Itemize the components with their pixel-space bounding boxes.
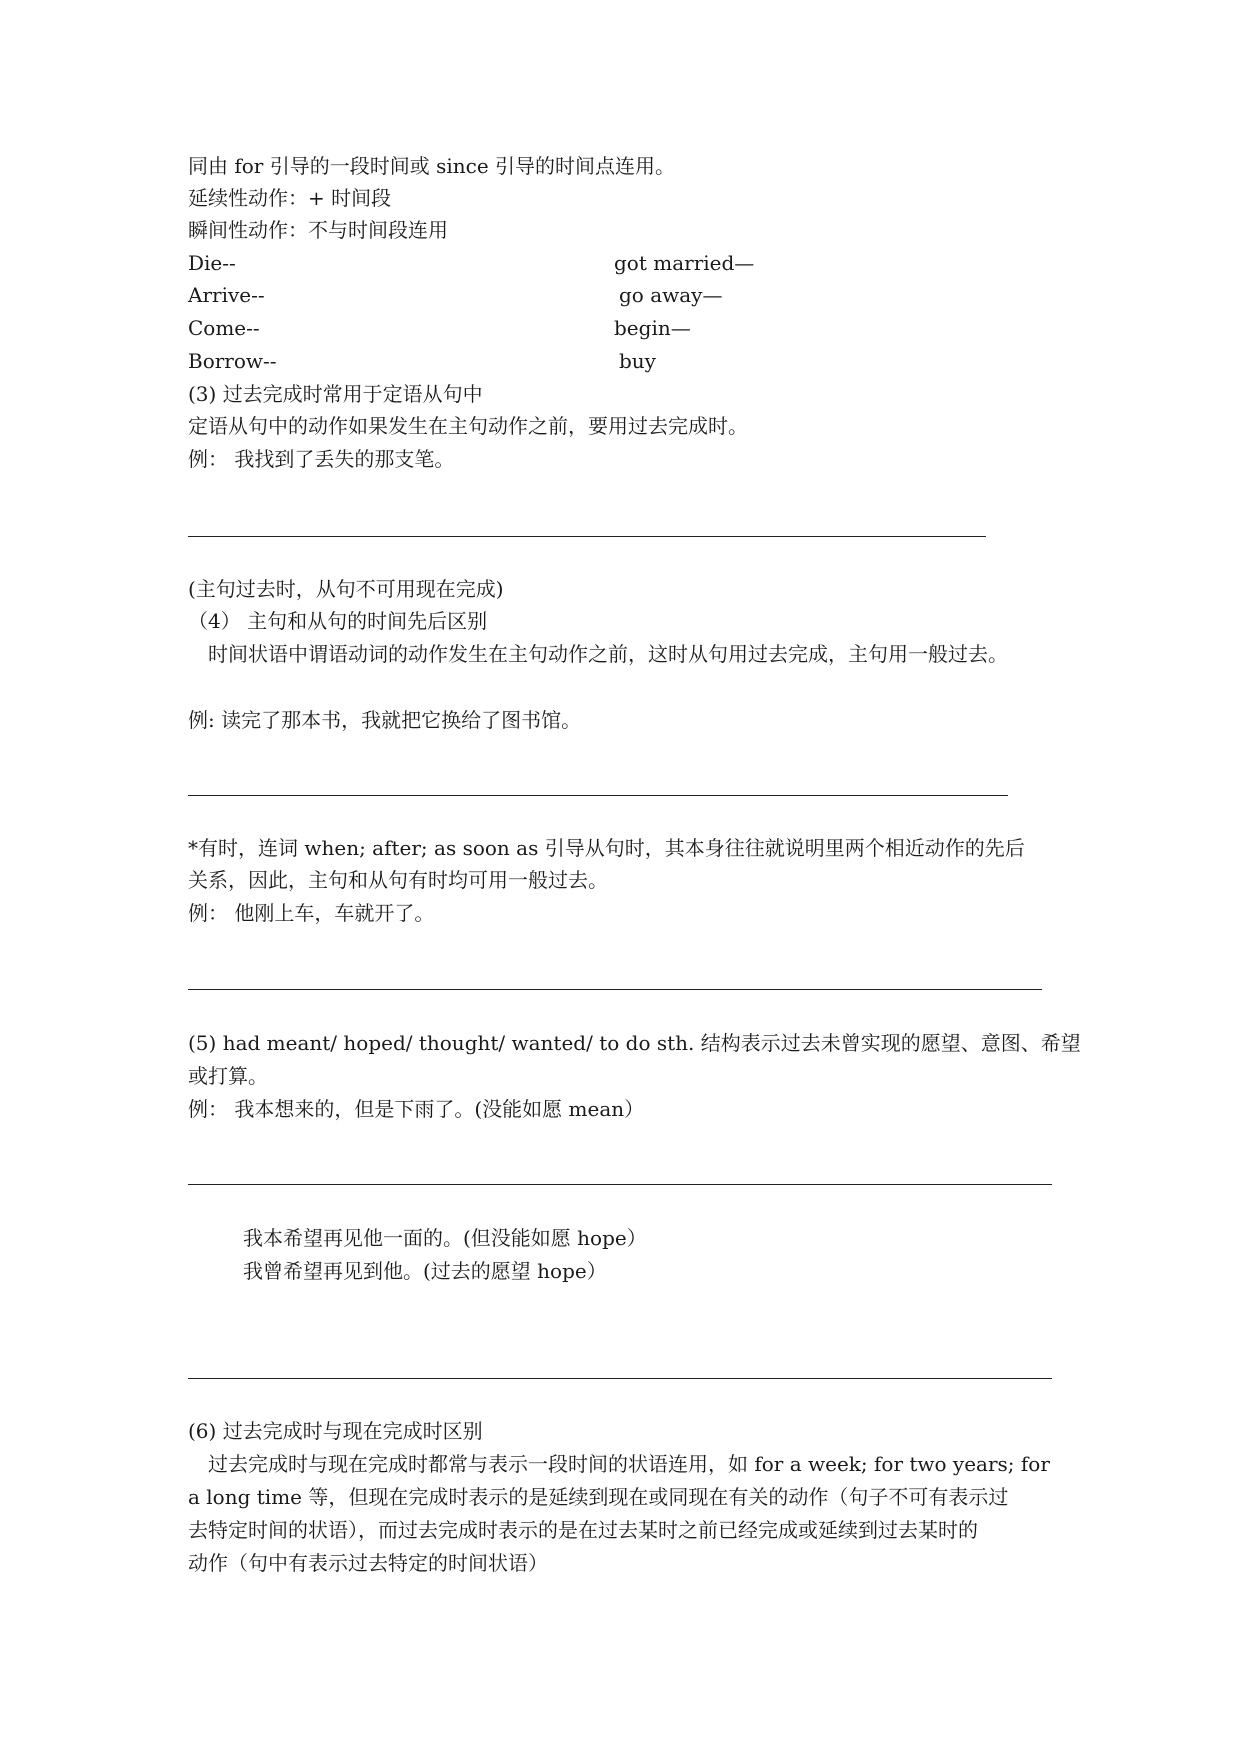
answer-blank-line: [188, 1184, 1052, 1185]
text-line: 瞬间性动作：不与时间段连用: [188, 218, 448, 242]
verb-left: Borrow--: [188, 349, 277, 373]
example-line: 我曾希望再见到他。(过去的愿望 hope）: [243, 1259, 607, 1283]
section-heading: （4） 主句和从句的时间先后区别: [188, 609, 488, 633]
example-line: 例: 读完了那本书，我就把它换给了图书馆。: [188, 708, 582, 732]
text-line: 过去完成时与现在完成时都常与表示一段时间的状语连用，如 for a week; for two years; for: [208, 1452, 1050, 1476]
verb-right: got married—: [614, 251, 755, 275]
text-line: 定语从句中的动作如果发生在主句动作之前，要用过去完成时。: [188, 414, 748, 438]
answer-blank-line: [188, 1378, 1052, 1379]
section-heading: (5) had meant/ hoped/ thought/ wanted/ to do sth. 结构表示过去未曾实现的愿望、意图、希望: [188, 1031, 1081, 1055]
example-line: 例： 我找到了丢失的那支笔。: [188, 447, 455, 471]
section-heading: (3) 过去完成时常用于定语从句中: [188, 382, 483, 406]
verb-right: buy: [619, 349, 656, 373]
text-line: *有时，连词 when; after; as soon as 引导从句时，其本身往往就说明里两个相近动作的先后: [188, 836, 1025, 860]
text-line: 同由 for 引导的一段时间或 since 引导的时间点连用。: [188, 154, 676, 178]
text-line: 时间状语中谓语动词的动作发生在主句动作之前，这时从句用过去完成，主句用一般过去。: [208, 642, 1008, 666]
text-line: 延续性动作：+ 时间段: [188, 186, 392, 210]
answer-blank-line: [188, 795, 1008, 796]
section-heading: (6) 过去完成时与现在完成时区别: [188, 1419, 483, 1443]
verb-right: begin—: [614, 316, 691, 340]
example-line: 例： 他刚上车，车就开了。: [188, 901, 435, 925]
text-line: 或打算。: [188, 1064, 268, 1088]
answer-blank-line: [188, 989, 1042, 990]
example-line: 我本希望再见他一面的。(但没能如愿 hope）: [243, 1226, 647, 1250]
verb-right: go away—: [619, 283, 723, 307]
verb-left: Arrive--: [188, 283, 265, 307]
text-line: 去特定时间的状语），而过去完成时表示的是在过去某时之前已经完成或延续到过去某时的: [188, 1518, 978, 1542]
answer-blank-line: [188, 536, 986, 537]
example-line: 例： 我本想来的，但是下雨了。(没能如愿 mean）: [188, 1097, 645, 1121]
verb-left: Come--: [188, 316, 260, 340]
text-line: 关系，因此，主句和从句有时均可用一般过去。: [188, 868, 608, 892]
verb-left: Die--: [188, 251, 236, 275]
text-line: 动作（句中有表示过去特定的时间状语）: [188, 1551, 548, 1575]
text-line: (主句过去时，从句不可用现在完成): [188, 577, 504, 601]
text-line: a long time 等，但现在完成时表示的是延续到现在或同现在有关的动作（句子不可有表示过: [188, 1485, 1009, 1509]
